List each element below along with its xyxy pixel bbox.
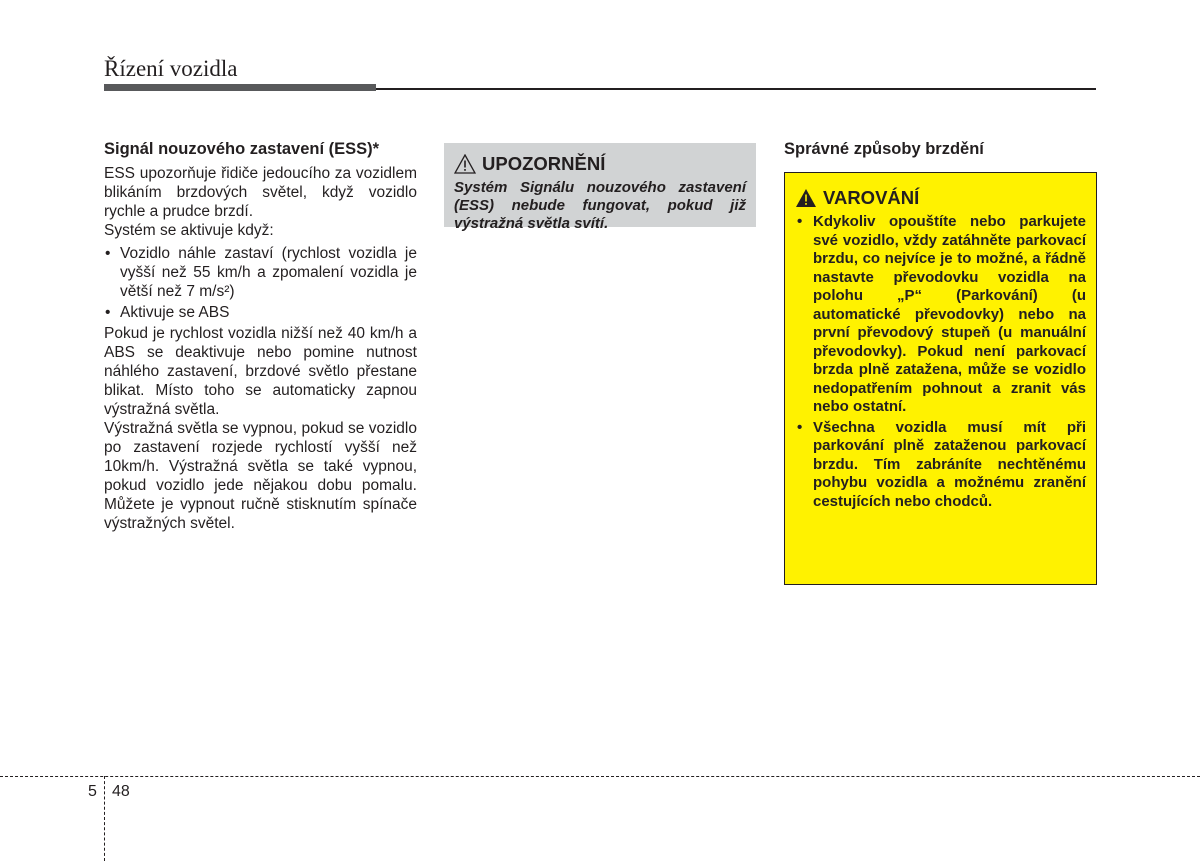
warning-item: • Kdykoliv opouštíte nebo parkujete své vozidlo, vždy zatáhněte parkovací brzdu, co nejvíce je to možné, a řádně nastavte převodovku vozidla na polohu „P“ (Parkování) (u automatické převodovky) nebo na první převodový stupeň (u manuální převodovky). Pokud není parkovací brzda plně zatažena, může se vozidlo nedopatřením pohnout a zranit vás nebo ostatní. <box>795 213 1086 417</box>
braking-title: Správné způsoby brzdění <box>784 140 984 158</box>
warning-triangle-outline-icon <box>454 154 476 174</box>
header-rule-thick <box>104 84 376 91</box>
chapter-number: 5 <box>88 783 97 800</box>
header-rule-thin <box>376 88 1096 90</box>
footer-dashed-rule <box>0 776 1200 777</box>
caution-column <box>444 143 756 232</box>
warning-triangle-filled-icon <box>795 188 817 208</box>
warning-heading: VAROVÁNÍ <box>823 187 920 208</box>
ess-title: Signál nouzového zastavení (ESS)* <box>104 140 380 158</box>
warning-heading-row <box>795 187 1086 209</box>
page-number: 48 <box>112 783 130 800</box>
ess-intro: ESS upozorňuje řidiče jedoucího za vozidlem blikáním brzdových světel, když vozidlo rychle a prudce brzdí. <box>104 165 417 220</box>
warning-item: • Všechna vozidla musí mít při parkování plně zataženou parkovací brzdu. Tím zabráníte nechtěnému pohybu vozidla a možnému zranění cestujících nebo chodců. <box>795 419 1086 512</box>
ess-activates-label: Systém se aktivuje když: <box>104 222 274 239</box>
ess-para-3: Výstražná světla se vypnou, pokud se vozidlo po zastavení rozjede rychlostí vyšší než 10km/h. Výstražná světla se také vypnou, pokud vozidlo jede nějakou dobu pomalu. Můžete je vypnout ručně stisknutím spínače výstražných světel. <box>104 420 417 532</box>
footer-vertical-rule <box>104 776 105 861</box>
warning-box <box>784 172 1097 585</box>
ess-para-2: Pokud je rychlost vozidla nižší než 40 km/h a ABS se deaktivuje nebo pomine nutnost náhlého zastavení, brzdové světlo přestane blikat. Místo toho se automaticky zapnou výstražná světla. <box>104 325 417 418</box>
braking-section <box>784 140 1097 585</box>
caution-text: Systém Signálu nouzového zastavení (ESS) nebude fungovat, pokud již výstražná světla svítí. <box>454 179 746 232</box>
page-header-title: Řízení vozidla <box>104 56 238 81</box>
ess-bullet-list <box>104 244 417 322</box>
caution-heading-row <box>454 153 746 175</box>
ess-section <box>104 140 417 533</box>
ess-bullet: • Vozidlo náhle zastaví (rychlost vozidla je vyšší než 55 km/h a zpomalení vozidla je větší než 7 m/s²) <box>104 244 417 301</box>
ess-bullet: • Aktivuje se ABS <box>104 303 417 322</box>
warning-list <box>795 213 1086 511</box>
caution-box <box>444 143 756 232</box>
caution-heading: UPOZORNĚNÍ <box>482 153 606 174</box>
